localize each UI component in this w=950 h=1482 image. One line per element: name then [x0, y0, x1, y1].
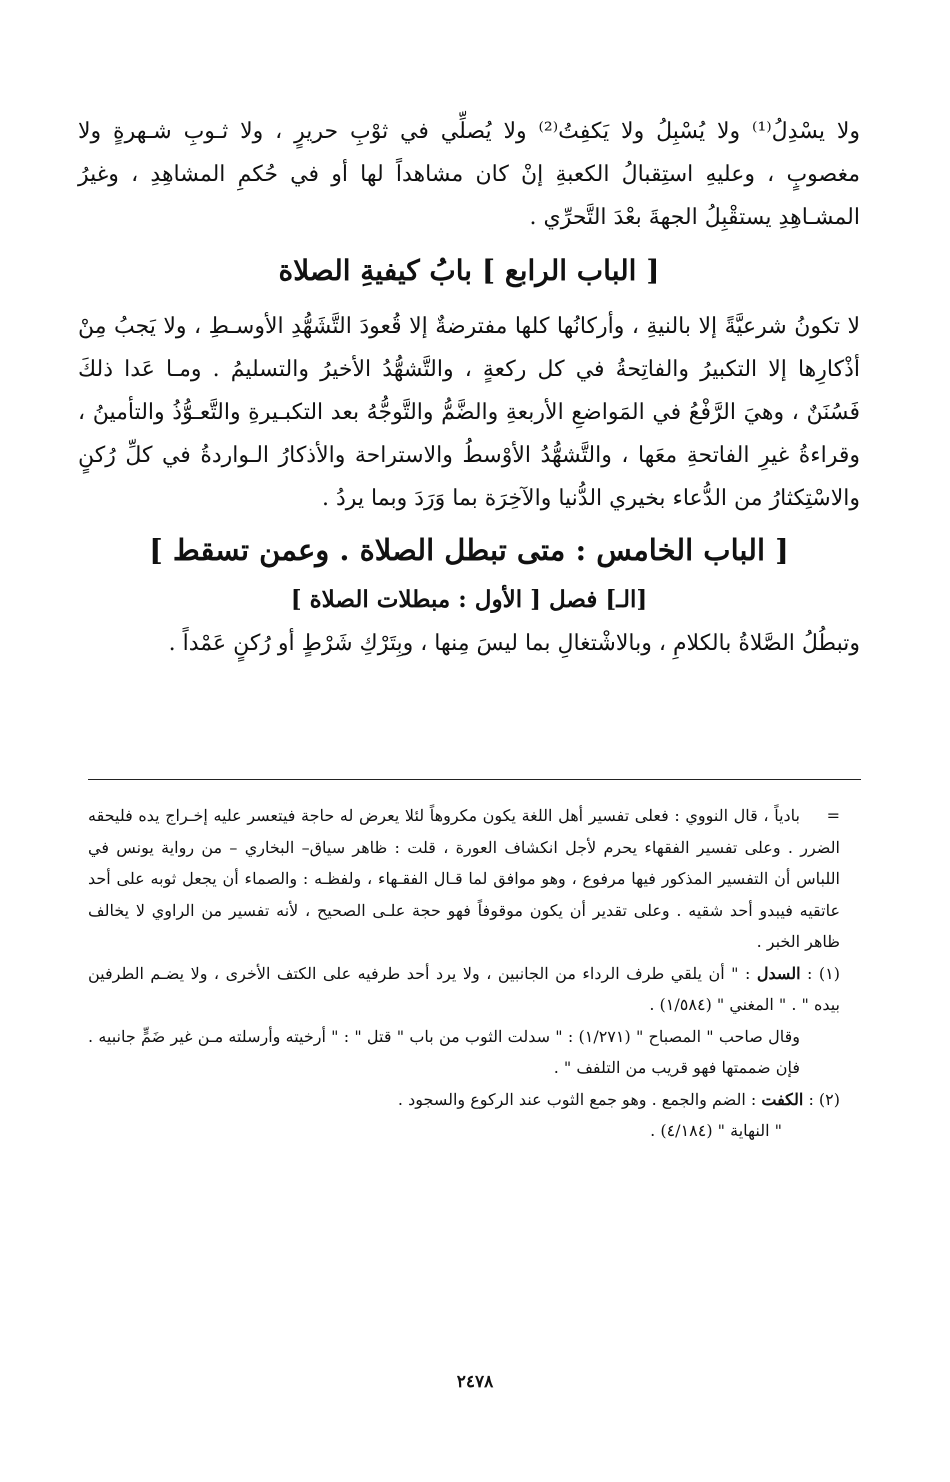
- footnote-1-number: (١) :: [807, 963, 841, 983]
- chapter-4-heading: [ الباب الرابع ] بابُ كيفيةِ الصلاة: [278, 254, 660, 287]
- footnote-1-text: : " أن يلقي طرف الرداء من الجانبين ، ولا يرد أحد طرفيه على الكتف الأخرى ، ولا يضـم الطرفين بيده " . " المغني " (١/٥٨٤) .: [88, 963, 840, 1014]
- continuation-mark: =: [826, 806, 840, 825]
- footnote-2-reference: " النهاية " (٤/١٨٤) .: [650, 1121, 782, 1140]
- continuation-text: بادياً ، قال النووي : فعلى تفسير أهل اللغة يكون مكروهاً لئلا يعرض له حاجة فيتعسر عليه إخـراج يده فليحقه الضرر . وعلى تفسير الفقهاء يحرم لأجل انكشاف العورة ، قلت : ظاهر سياق– البخاري – من رواية يونس في اللباس أن التفسير المذكور فيها مرفوع ، وهو موافق لما قـال الفقـهاء ، ولفظـه : والصماء أن يجعل ثوبه على أحد عاتقيه فيبدو أحد شقيه . وعلى تقدير أن يكون موقوفاً فهو حجة علـى الصحيح ، لأنه تفسير من الراوي لا يخالف ظاهر الخبر .: [88, 806, 841, 951]
- paragraph-intro: ولا يسْدِلُ⁽¹⁾ ولا يُسْبِلُ ولا يَكفِتُ⁽²⁾ ولا يُصلِّي في ثوْبِ حريرٍ ، ولا ثـوبِ شـهرةٍ ولا مغصوبٍ ، وعليهِ استِقبالُ الكعبةِ إنْ كان مشاهداً لها أو في حُكمِ المشاهِدِ ، وغيرُ المشـاهِدِ يستقْبِلُ الجهةَ بعْدَ التَّحرِّي .: [78, 119, 860, 230]
- footnote-2-text: : الضم والجمع . وهو جمع الثوب عند الركوع والسجود .: [397, 1089, 757, 1109]
- footnote-2: [88, 1084, 840, 1116]
- footnote-2-term: الكفت: [761, 1089, 804, 1109]
- footnote-1-term: السدل: [756, 963, 801, 983]
- chapter-5-heading: [ الباب الخامس : متى تبطل الصلاة . وعمن تسقط ]: [149, 533, 789, 567]
- footnote-2-number: (٢) :: [808, 1089, 840, 1109]
- footnote-1: [88, 958, 840, 1021]
- paragraph-chapter-5: وتبطُلُ الصَّلاةُ بالكلامِ ، وبالاشْتغالِ بما ليسَ مِنها ، وبِتَرْكِ شَرْطٍ أو رُكنٍ عَمْداً .: [168, 631, 860, 656]
- footnote-continuation: [88, 800, 840, 958]
- footnote-1-extra: وقال صاحب " المصباح " (١/٢٧١) : " سدلت الثوب من باب " قتل " : " أرخيته وأرسلته مـن غير ضَمٍّ جانبيه . فإن ضممتها فهو قريب من التلفف " .: [88, 1026, 800, 1077]
- footnote-separator: [88, 779, 861, 780]
- footnotes: [88, 800, 840, 1147]
- main-text: [78, 110, 860, 665]
- page-number: ٢٤٧٨: [456, 1372, 494, 1392]
- section-1-heading: [الـ] فصل [ الأول : مبطلات الصلاة ]: [290, 586, 648, 613]
- paragraph-chapter-4: لا تكونُ شرعيَّةً إلا بالنيةِ ، وأركانُها كلها مفترضةٌ إلا قُعودَ التَّشَهُّدِ الأوسـطِ ، ولا يَجبُ مِنْ أذْكارِها إلا التكبيرُ والفاتِحةُ في كل ركعةٍ ، والتَّشهُّدُ الأخيرُ والتسليمُ . ومـا عَدا ذلكَ فَسُنَنٌ ، وهيَ الرَّفْعُ في المَواضعِ الأربعةِ والضَّمُّ والتَّوجُّهُ بعد التكبـيرةِ والتَّعـوُّذُ والتأمينُ ، وقراءةُ غيرِ الفاتحةِ معَها ، والتَّشهُّدُ الأوْسطُ والاستراحة والأذكارُ الـواردةُ في كلِّ رُكنٍ والاسْتِكثارُ من الدُّعاء بخيري الدُّنيا والآخِرَة بما وَرَدَ وبما يردُ .: [78, 314, 860, 511]
